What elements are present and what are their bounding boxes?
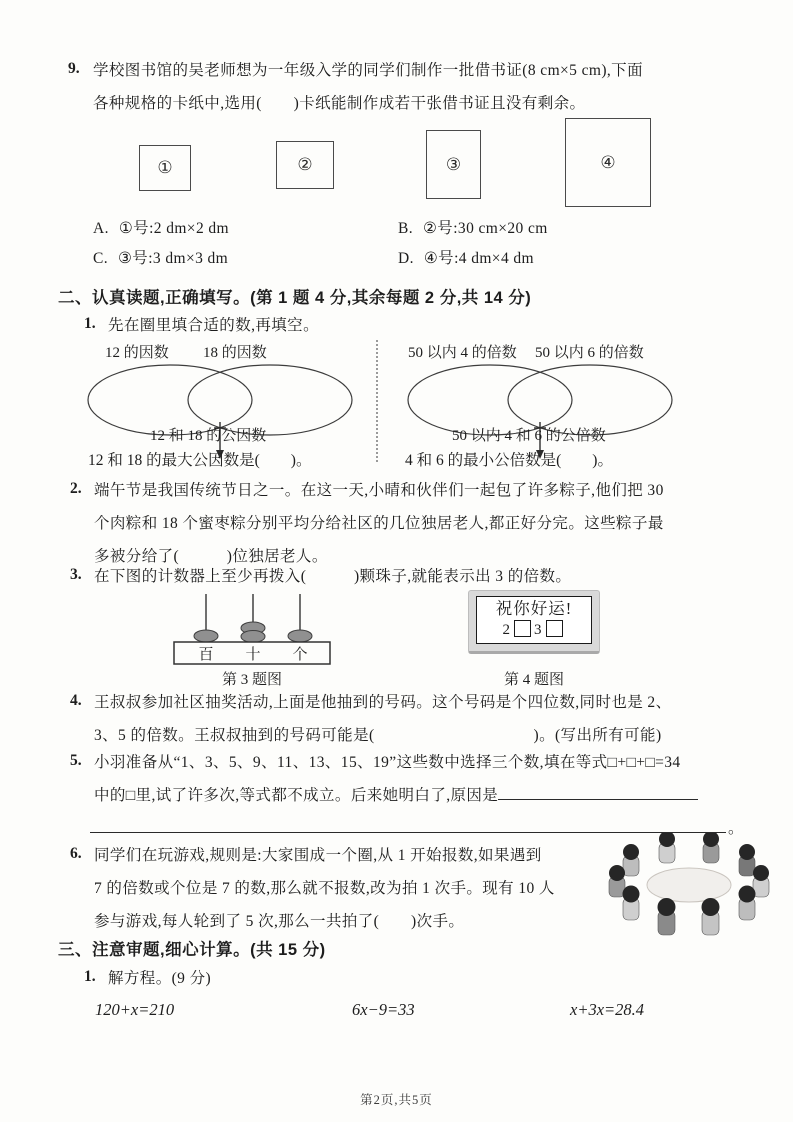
card-1-label: ① [157,158,173,177]
question-5-line1: 小羽准备从“1、3、5、9、11、13、15、19”这些数中选择三个数,填在等式□+□+□=34 [94,754,681,771]
question-5-line2-text: 中的□里,试了许多次,等式都不成立。后来她明白了,原因是 [94,787,499,804]
card-rect-2 [276,141,334,189]
option-b [398,218,548,240]
option-d-key: D. [398,250,414,267]
digit-box-1 [514,620,531,637]
venn-right-common-label: 50 以内 4 和 6 的公倍数 [452,428,606,444]
figure-4-caption: 第 4 题图 [503,672,564,688]
section-3-sub-number: 1. [84,968,96,985]
question-4-line1: 王叔叔参加社区抽奖活动,上面是他抽到的号码。这个号码是个四位数,同时也是 2、 [94,694,672,711]
venn-left-label-2: 18 的因数 [203,345,267,361]
question-5-line2 [94,785,698,807]
digit-box-2 [546,620,563,637]
question-1-left-blank: 12 和 18 的最大公因数是( )。 [88,452,312,469]
question-1-text: 先在圈里填合适的数,再填空。 [108,317,319,334]
question-2-line1: 端午节是我国传统节日之一。在这一天,小晴和伙伴们一起包了许多粽子,他们把 30 [94,482,664,499]
lucky-card-digits [477,620,591,639]
question-9-line2: 各种规格的卡纸中,选用( )卡纸能制作成若干张借书证且没有剩余。 [93,95,586,112]
venn-divider [376,340,378,462]
lucky-card-inner [476,596,592,644]
section-3-sub-text: 解方程。(9 分) [108,970,212,987]
equation-2: 6x−9=33 [352,1000,415,1019]
lucky-card-title: 祝你好运! [495,599,573,618]
card-4-label: ④ [600,152,616,172]
card-rect-3 [426,130,481,199]
question-2-line3: 多被分给了( )位独居老人。 [94,548,328,565]
section-2-header: 二、认真读题,正确填写。(第 1 题 4 分,其余每题 2 分,共 14 分) [58,289,532,307]
option-a-key: A. [93,220,109,237]
lucky-digit-1: 2 [502,622,510,638]
card-2-label: ② [297,155,313,174]
question-5-period: 。 [728,820,744,837]
option-d-text: ④号:4 dm×4 dm [423,250,534,267]
option-a [93,218,229,240]
option-c-key: C. [93,250,109,267]
venn-right-label-1: 50 以内 4 的倍数 [408,345,517,361]
venn-right-diagram [406,362,686,462]
question-6-line3: 参与游戏,每人轮到了 5 次,那么一共拍了( )次手。 [94,913,465,930]
question-5-number: 5. [70,752,82,769]
question-6-line1: 同学们在玩游戏,规则是:大家围成一个圈,从 1 开始报数,如果遇到 [94,847,542,864]
equation-1: 120+x=210 [95,1000,175,1019]
counting-frame-figure [172,592,332,666]
question-4-number: 4. [70,692,82,709]
counter-label-hundreds: 百 [198,647,214,663]
equation-3: x+3x=28.4 [570,1000,645,1019]
counter-label-tens: 十 [245,647,261,663]
option-d [398,248,534,270]
counter-label-ones: 个 [292,647,308,663]
question-6-number: 6. [70,845,82,862]
option-b-key: B. [398,220,414,237]
option-c [93,248,228,270]
kids-circle-illustration [597,833,787,945]
figure-3-caption: 第 3 题图 [221,672,282,688]
question-1-number: 1. [84,315,96,332]
option-b-text: ②号:30 cm×20 cm [423,220,548,237]
question-9-number: 9. [68,60,80,77]
card-rect-4 [565,118,651,207]
question-3-text: 在下图的计数器上至少再拨入( )颗珠子,就能表示出 3 的倍数。 [94,568,572,585]
question-3-number: 3. [70,566,82,583]
venn-left-diagram [86,362,366,462]
question-2-line2: 个肉粽和 18 个蜜枣粽分别平均分给社区的几位独居老人,都正好分完。这些粽子最 [94,515,664,532]
venn-right-label-2: 50 以内 6 的倍数 [535,345,644,361]
venn-left-common-label: 12 和 18 的公因数 [150,428,267,444]
card-rect-1 [139,145,191,191]
lucky-digit-2: 3 [534,622,542,638]
question-5-blank-short [498,785,698,800]
page-footer: 第2页,共5页 [360,1093,433,1107]
venn-left-label-1: 12 的因数 [105,345,169,361]
question-1-right-blank: 4 和 6 的最小公倍数是( )。 [405,452,613,469]
section-3-header: 三、注意审题,细心计算。(共 15 分) [58,941,326,959]
question-2-number: 2. [70,480,82,497]
question-6-line2: 7 的倍数或个位是 7 的数,那么就不报数,改为拍 1 次手。现有 10 人 [94,880,555,897]
option-a-text: ①号:2 dm×2 dm [118,220,229,237]
option-c-text: ③号:3 dm×3 dm [118,250,229,267]
lucky-card [468,590,600,654]
card-3-label: ③ [445,154,462,174]
question-4-line2: 3、5 的倍数。王叔叔抽到的号码可能是( )。(写出所有可能) [94,727,662,744]
question-9-line1: 学校图书馆的吴老师想为一年级入学的同学们制作一批借书证(8 cm×5 cm),下面 [93,62,643,79]
